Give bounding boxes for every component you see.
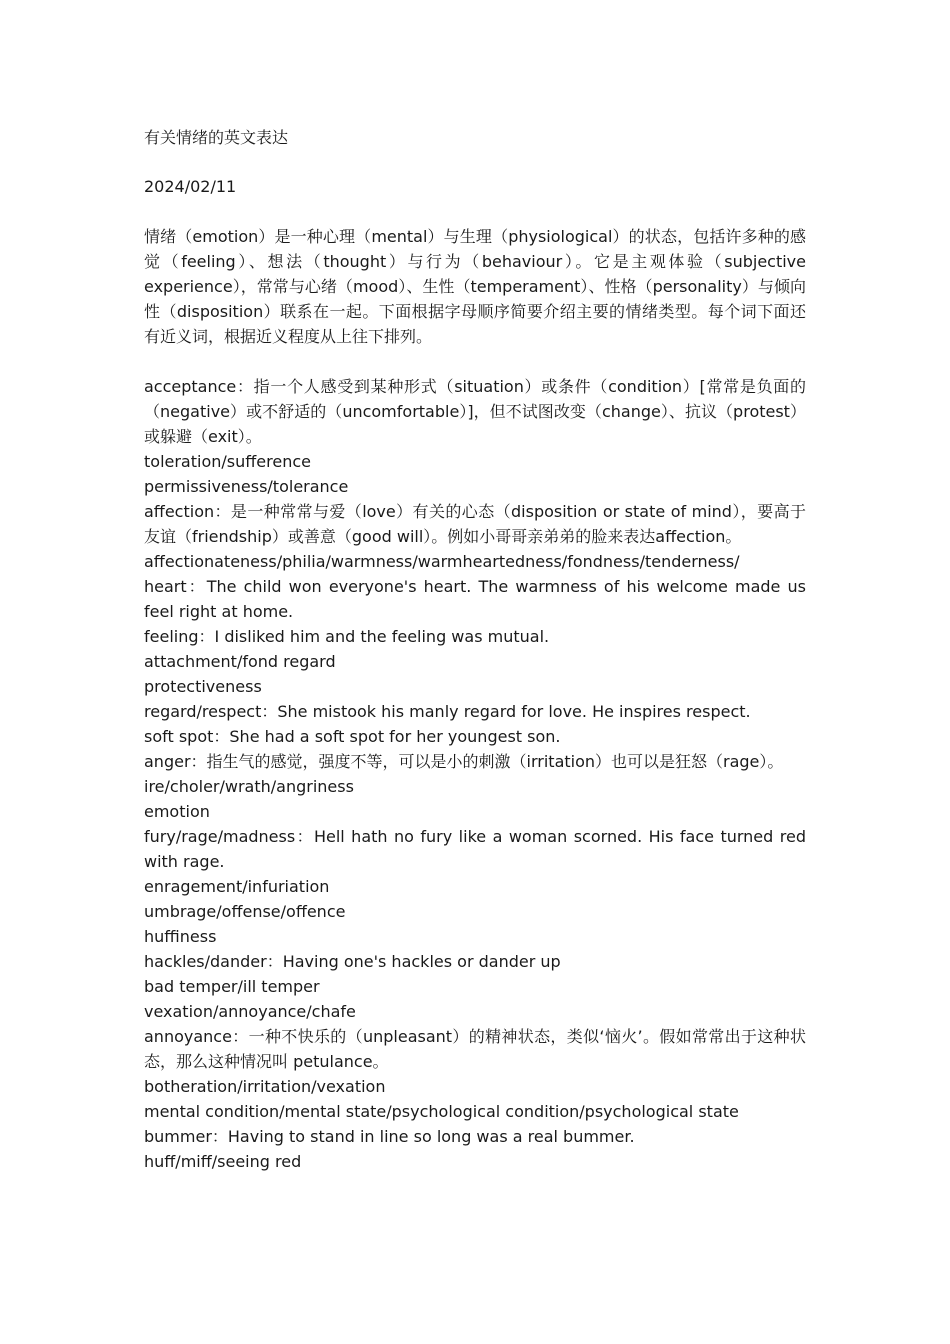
document-title: 有关情绪的英文表达 <box>144 128 289 147</box>
entry-line: mental condition/mental state/psychological condition/psychological state <box>144 1102 739 1121</box>
entry-line: hackles/dander：Having one's hackles or dander up <box>144 952 561 971</box>
entry-line: bad temper/ill temper <box>144 977 320 996</box>
entry-line: botheration/irritation/vexation <box>144 1077 386 1096</box>
entry-line: ire/choler/wrath/angriness <box>144 777 354 796</box>
entry-line: fury/rage/madness：Hell hath no fury like a woman scorned. His face turned red with rage. <box>144 827 806 871</box>
entry-line: huff/miff/seeing red <box>144 1152 302 1171</box>
entry-line: vexation/annoyance/chafe <box>144 1002 356 1021</box>
entry-line: permissiveness/tolerance <box>144 477 349 496</box>
entry-line: soft spot：She had a soft spot for her youngest son. <box>144 727 561 746</box>
entry-line: affection：是一种常常与爱（love）有关的心态（disposition or state of mind），要高于友谊（friendship）或善意（good will）。例如小哥哥亲弟弟的脸来表达affection。 <box>144 502 806 546</box>
entry-line: protectiveness <box>144 677 262 696</box>
entry-line: attachment/fond regard <box>144 652 336 671</box>
entry-line: umbrage/offense/offence <box>144 902 346 921</box>
document-page <box>144 125 806 1174</box>
entry-line: toleration/sufference <box>144 452 311 471</box>
entry-line: regard/respect：She mistook his manly regard for love. He inspires respect. <box>144 702 751 721</box>
entry-line: anger：指生气的感觉，强度不等，可以是小的刺激（irritation）也可以是狂怒（rage）。 <box>144 752 784 771</box>
entry-line: feeling：I disliked him and the feeling was mutual. <box>144 627 550 646</box>
entry-line: huffiness <box>144 927 217 946</box>
entry-line: bummer：Having to stand in line so long was a real bummer. <box>144 1127 635 1146</box>
entry-line: annoyance：一种不快乐的（unpleasant）的精神状态，类似‘恼火’。假如常常出于这种状态，那么这种情况叫 petulance。 <box>144 1027 806 1071</box>
emotion-entries <box>144 374 806 1174</box>
intro-paragraph: 情绪（emotion）是一种心理（mental）与生理（physiological）的状态，包括许多种的感觉（feeling）、想法（thought）与行为（behaviour）。它是主观体验（subjective experience），常常与心绪（mood）、生性（temperament）、性格（personality）与倾向性（disposition）联系在一起。下面根据字母顺序简要介绍主要的情绪类型。每个词下面还有近义词，根据近义程度从上往下排列。 <box>144 227 806 346</box>
entry-line: acceptance：指一个人感受到某种形式（situation）或条件（condition）[常常是负面的（negative）或不舒适的（uncomfortable）]，但不试图改变（change）、抗议（protest）或躲避（exit）。 <box>144 377 806 446</box>
entry-line: emotion <box>144 802 210 821</box>
document-date: 2024/02/11 <box>144 177 237 196</box>
entry-line: affectionateness/philia/warmness/warmheartedness/fondness/tenderness/ <box>144 552 740 571</box>
entry-line: enragement/infuriation <box>144 877 330 896</box>
entry-line: heart：The child won everyone's heart. The warmness of his welcome made us feel right at home. <box>144 577 806 621</box>
